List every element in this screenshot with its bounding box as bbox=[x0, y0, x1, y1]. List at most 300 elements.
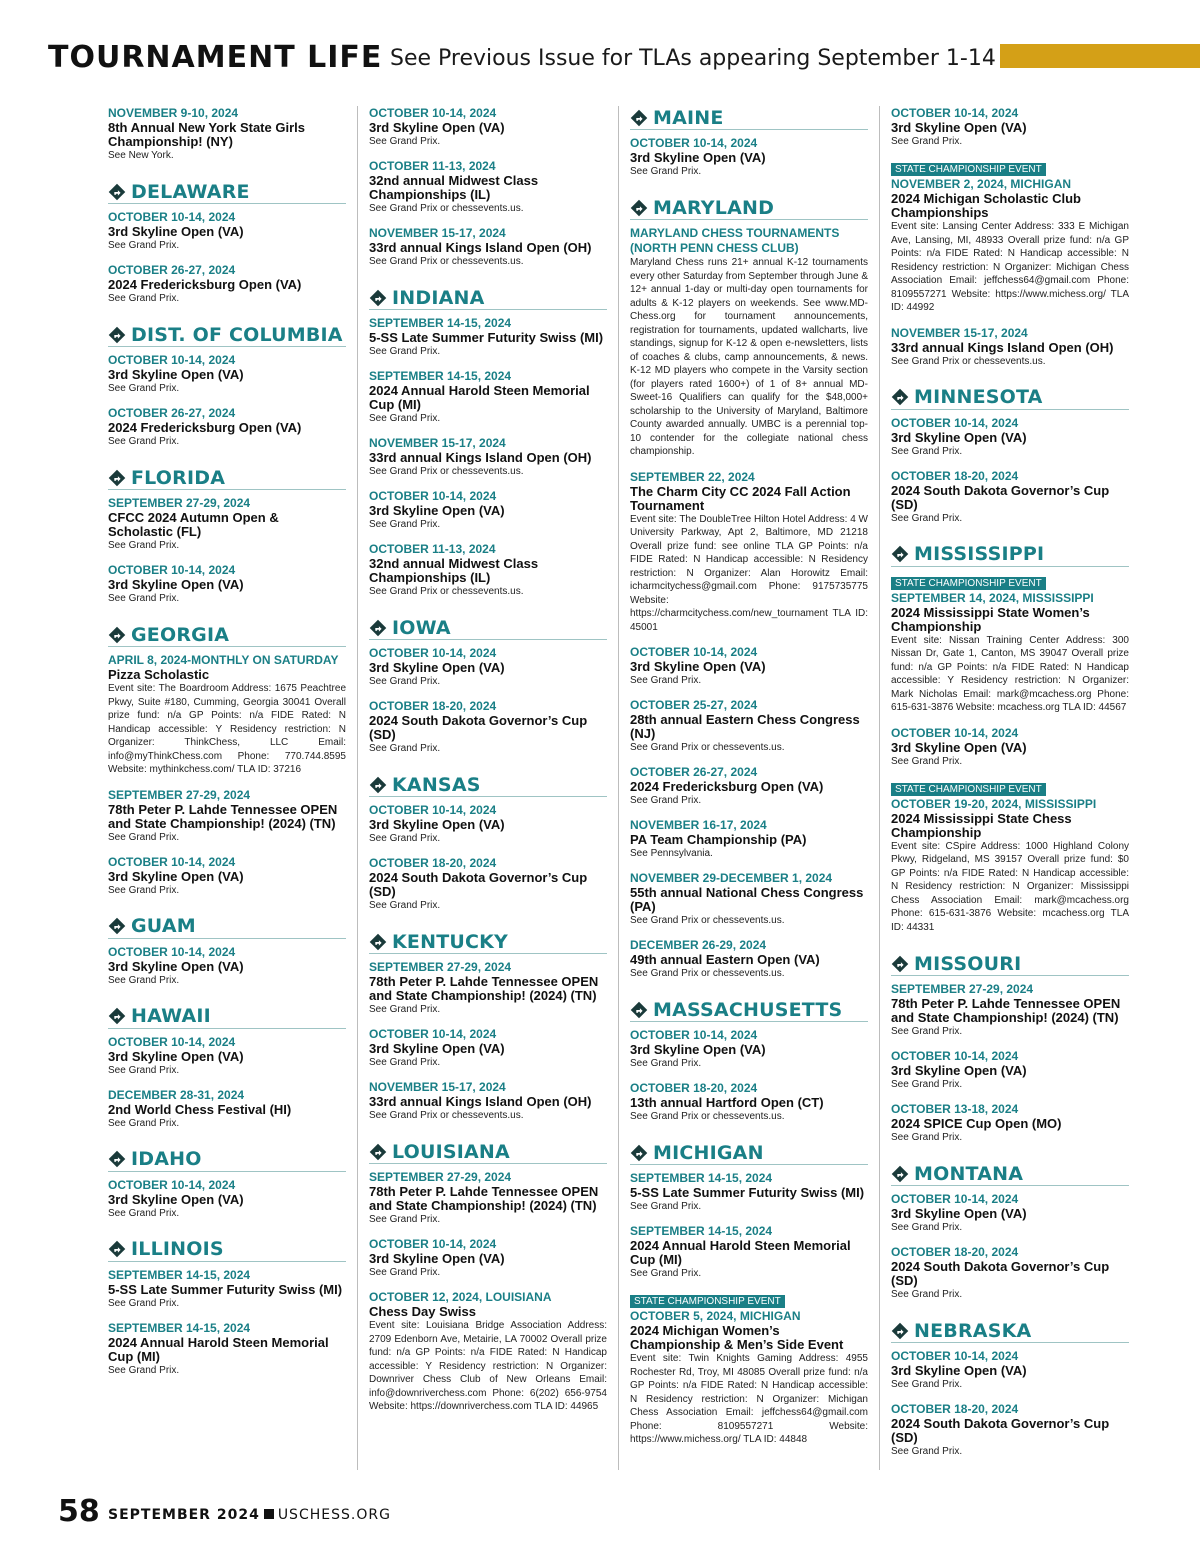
event-listing bbox=[891, 779, 1129, 935]
event-note: See Grand Prix. bbox=[369, 413, 441, 424]
event-date: OCTOBER 10-14, 2024 bbox=[369, 1237, 497, 1251]
event-note: See Grand Prix. bbox=[891, 1446, 963, 1457]
event-date: OCTOBER 26-27, 2024 bbox=[108, 263, 236, 277]
event-note: See Grand Prix or chessevents.us. bbox=[369, 203, 524, 214]
event-listing bbox=[891, 1102, 1129, 1144]
event-listing bbox=[630, 1291, 868, 1447]
event-title: 2nd World Chess Festival (HI) bbox=[108, 1101, 292, 1117]
event-title: 2024 South Dakota Governor’s Cup (SD) bbox=[891, 482, 1110, 512]
column-3 bbox=[630, 106, 868, 1458]
event-note: See Grand Prix. bbox=[369, 1004, 441, 1015]
event-title: 2024 Annual Harold Steen Memorial Cup (MI) bbox=[630, 1238, 851, 1267]
event-title: 55th annual National Chess Congress (PA) bbox=[630, 885, 864, 914]
event-note: See Grand Prix. bbox=[108, 974, 180, 986]
event-listing bbox=[369, 960, 607, 1016]
event-title: 3rd Skyline Open (VA) bbox=[630, 659, 766, 674]
event-note: See Grand Prix. bbox=[108, 1364, 180, 1376]
state-championship-badge: STATE CHAMPIONSHIP EVENT bbox=[630, 1295, 785, 1308]
event-title: 3rd Skyline Open (VA) bbox=[369, 1251, 505, 1266]
directions-diamond-icon bbox=[891, 388, 909, 406]
event-title: 5-SS Late Summer Futurity Swiss (MI) bbox=[108, 1281, 343, 1297]
event-date: OCTOBER 10-14, 2024 bbox=[369, 1027, 497, 1041]
event-note: See Grand Prix. bbox=[630, 166, 702, 177]
event-date: OCTOBER 11-13, 2024 bbox=[369, 159, 496, 173]
event-details: Event site: Lansing Center Address: 333 E Michigan Ave, Lansing, MI, 48933 Overall prize fund: n/a GP Points: n/a FIDE Rated: N Handicap accessible: N Residency restriction: N Organizer: Michigan Chess Association Email: jeffchess64@gmail.com Phone: 8109557271 Website: https://www.michess.org/ TLA ID: 44992 bbox=[891, 221, 1129, 313]
event-note: See Grand Prix. bbox=[891, 1079, 963, 1090]
event-title: 78th Peter P. Lahde Tennessee OPEN and State Championship! (2024) (TN) bbox=[369, 1184, 599, 1213]
directions-diamond-icon bbox=[369, 289, 387, 307]
event-note: See Grand Prix. bbox=[108, 293, 180, 304]
event-title: 2024 Michigan Scholastic Club Championships bbox=[891, 191, 1081, 220]
state-name: FLORIDA bbox=[131, 466, 226, 489]
event-details: Event site: Twin Knights Gaming Address: 4955 Rochester Rd, Troy, MI 48085 Overall prize fund: n/a GP Points: n/a FIDE Rated: N Handicap accessible: N Residency restriction: N Organizer: Michigan Chess Association Email: jeffchess64@gmail.com Phone: 8109557271 Website: https://www.michess.org/ TLA ID: 44848 bbox=[630, 1353, 868, 1445]
event-title: Pizza Scholastic bbox=[108, 667, 210, 682]
directions-diamond-icon bbox=[891, 1165, 909, 1183]
page-header bbox=[48, 38, 1200, 78]
event-title: 28th annual Eastern Chess Congress (NJ) bbox=[630, 712, 860, 741]
state-name: MASSACHUSETTS bbox=[653, 998, 843, 1021]
event-note: See Grand Prix or chessevents.us. bbox=[369, 256, 524, 267]
state-name: DIST. OF COLUMBIA bbox=[131, 323, 343, 346]
event-note: See Grand Prix. bbox=[891, 445, 963, 457]
event-date: OCTOBER 10-14, 2024 bbox=[369, 803, 497, 817]
event-listing bbox=[369, 1170, 607, 1226]
event-listing bbox=[369, 542, 607, 598]
event-date: OCTOBER 18-20, 2024 bbox=[630, 1081, 758, 1095]
event-title: 3rd Skyline Open (VA) bbox=[891, 1363, 1027, 1378]
state-heading bbox=[891, 543, 1129, 567]
event-title: 2024 South Dakota Governor’s Cup (SD) bbox=[369, 713, 588, 742]
event-date: OCTOBER 10-14, 2024 bbox=[891, 1049, 1019, 1063]
state-name: MICHIGAN bbox=[653, 1141, 764, 1164]
state-heading bbox=[108, 323, 346, 347]
column-divider bbox=[879, 106, 880, 1470]
event-title: 33rd annual Kings Island Open (OH) bbox=[891, 339, 1114, 355]
event-date: SEPTEMBER 14-15, 2024 bbox=[108, 1320, 251, 1335]
event-note: See Grand Prix or chessevents.us. bbox=[369, 466, 524, 477]
event-date: SEPTEMBER 22, 2024 bbox=[630, 469, 755, 484]
event-note: See Grand Prix. bbox=[369, 833, 441, 844]
event-title: 3rd Skyline Open (VA) bbox=[108, 868, 244, 884]
event-date: SEPTEMBER 27-29, 2024 bbox=[891, 982, 1034, 996]
column-divider bbox=[357, 106, 358, 1470]
event-date: NOVEMBER 29-DECEMBER 1, 2024 bbox=[630, 871, 833, 885]
event-title: 33rd annual Kings Island Open (OH) bbox=[369, 1094, 592, 1109]
event-title: 3rd Skyline Open (VA) bbox=[630, 150, 766, 165]
event-listing bbox=[630, 871, 868, 927]
event-title: CFCC 2024 Autumn Open & Scholastic (FL) bbox=[108, 510, 279, 539]
event-note: See Grand Prix. bbox=[630, 675, 702, 686]
column-2 bbox=[369, 106, 607, 1425]
event-note: See Grand Prix. bbox=[891, 512, 963, 524]
event-title: 78th Peter P. Lahde Tennessee OPEN and State Championship! (2024) (TN) bbox=[369, 974, 599, 1003]
section-brand: TOURNAMENT LIFE bbox=[48, 40, 383, 75]
event-title: 32nd annual Midwest Class Championships (IL) bbox=[369, 173, 539, 202]
state-name: MAINE bbox=[653, 106, 724, 129]
event-title: 3rd Skyline Open (VA) bbox=[369, 503, 505, 518]
event-note: See Grand Prix. bbox=[108, 383, 180, 394]
event-listing bbox=[369, 106, 607, 148]
event-date: MARYLAND CHESS TOURNAMENTS (NORTH PENN CHESS CLUB) bbox=[630, 226, 840, 255]
directions-diamond-icon bbox=[108, 326, 126, 344]
event-title: 2024 Mississippi State Women’s Championship bbox=[891, 604, 1090, 634]
event-date: OCTOBER 10-14, 2024 bbox=[891, 106, 1019, 120]
event-note: See Grand Prix. bbox=[630, 795, 702, 806]
event-note: See Grand Prix. bbox=[108, 436, 180, 447]
event-note: See Grand Prix. bbox=[891, 1379, 963, 1390]
event-listing bbox=[369, 369, 607, 425]
event-listing bbox=[630, 1081, 868, 1123]
event-date: SEPTEMBER 14, 2024, MISSISSIPPI bbox=[891, 590, 1094, 605]
state-heading bbox=[630, 1141, 868, 1165]
event-listing bbox=[369, 1237, 607, 1279]
event-title: 78th Peter P. Lahde Tennessee OPEN and State Championship! (2024) (TN) bbox=[891, 996, 1121, 1025]
event-title: 2024 Michigan Women’s Championship & Men’s Side Event bbox=[630, 1323, 844, 1352]
state-name: MARYLAND bbox=[653, 196, 775, 219]
column-divider bbox=[618, 106, 619, 1470]
directions-diamond-icon bbox=[369, 1143, 387, 1161]
event-listing bbox=[369, 699, 607, 755]
event-date: OCTOBER 10-14, 2024 bbox=[630, 645, 758, 659]
event-date: OCTOBER 10-14, 2024 bbox=[630, 1028, 758, 1042]
event-listing bbox=[369, 1080, 607, 1122]
event-note: See Grand Prix. bbox=[369, 1057, 441, 1068]
issue-line bbox=[108, 1507, 391, 1523]
event-listing bbox=[891, 726, 1129, 768]
event-date: OCTOBER 18-20, 2024 bbox=[891, 1245, 1019, 1259]
event-date: SEPTEMBER 27-29, 2024 bbox=[369, 1170, 512, 1184]
state-name: KANSAS bbox=[392, 773, 481, 796]
event-listing bbox=[891, 416, 1129, 458]
directions-diamond-icon bbox=[108, 1150, 126, 1168]
event-listing bbox=[630, 938, 868, 980]
event-date: OCTOBER 10-14, 2024 bbox=[108, 563, 236, 577]
page-footer bbox=[58, 1494, 658, 1530]
state-heading bbox=[108, 1148, 346, 1172]
state-championship-badge: STATE CHAMPIONSHIP EVENT bbox=[891, 783, 1046, 796]
event-date: OCTOBER 10-14, 2024 bbox=[108, 210, 236, 224]
event-note: See Grand Prix or chessevents.us. bbox=[369, 586, 524, 597]
event-listing bbox=[108, 353, 346, 395]
event-listing bbox=[630, 1028, 868, 1070]
event-listing bbox=[369, 803, 607, 845]
event-listing bbox=[891, 1349, 1129, 1391]
event-title: 2024 Fredericksburg Open (VA) bbox=[108, 277, 302, 292]
issue-date: SEPTEMBER 2024 bbox=[108, 1507, 260, 1523]
event-listing bbox=[369, 489, 607, 531]
event-date: NOVEMBER 15-17, 2024 bbox=[369, 436, 506, 450]
event-title: 3rd Skyline Open (VA) bbox=[369, 817, 505, 832]
event-details: Event site: Louisiana Bridge Association Address: 2709 Edenborn Ave, Metairie, LA 70002 Overall prize fund: n/a GP Points: n/a FIDE Rated: N Handicap accessible: Y Residency restriction: N Organizer: Downriver Chess Club of New Orleans Email: info@downriverchess.com Phone: 6(202) 656-9754 Website: https://downriverchess.com TLA ID: 44965 bbox=[369, 1320, 607, 1412]
event-date: OCTOBER 10-14, 2024 bbox=[891, 1349, 1019, 1363]
event-listing bbox=[891, 159, 1129, 315]
event-date: OCTOBER 10-14, 2024 bbox=[891, 1192, 1019, 1206]
event-date: OCTOBER 10-14, 2024 bbox=[369, 489, 497, 503]
event-date: SEPTEMBER 14-15, 2024 bbox=[630, 1171, 773, 1185]
event-note: See New York. bbox=[108, 150, 174, 161]
state-heading bbox=[891, 1162, 1129, 1186]
state-heading bbox=[369, 773, 607, 797]
event-title: 3rd Skyline Open (VA) bbox=[369, 660, 505, 675]
event-title: 3rd Skyline Open (VA) bbox=[108, 224, 244, 239]
event-title: 2024 SPICE Cup Open (MO) bbox=[891, 1116, 1062, 1131]
event-listing bbox=[108, 855, 346, 897]
event-date: OCTOBER 18-20, 2024 bbox=[891, 1402, 1019, 1416]
event-date: OCTOBER 19-20, 2024, MISSISSIPPI bbox=[891, 796, 1097, 811]
event-date: NOVEMBER 2, 2024, MICHIGAN bbox=[891, 177, 1072, 191]
event-title: 78th Peter P. Lahde Tennessee OPEN and State Championship! (2024) (TN) bbox=[108, 801, 338, 831]
event-title: 3rd Skyline Open (VA) bbox=[369, 120, 505, 135]
event-listing bbox=[891, 106, 1129, 148]
event-note: See Grand Prix. bbox=[369, 1214, 441, 1225]
state-heading bbox=[108, 466, 346, 490]
directions-diamond-icon bbox=[630, 109, 648, 127]
event-date: OCTOBER 10-14, 2024 bbox=[369, 646, 497, 660]
event-note: See Grand Prix. bbox=[108, 884, 180, 896]
event-date: NOVEMBER 16-17, 2024 bbox=[630, 818, 767, 832]
event-title: 13th annual Hartford Open (CT) bbox=[630, 1095, 824, 1110]
page-number: 58 bbox=[58, 1494, 100, 1529]
event-title: 2024 Fredericksburg Open (VA) bbox=[108, 420, 302, 435]
directions-diamond-icon bbox=[108, 1007, 126, 1025]
event-title: 2024 Fredericksburg Open (VA) bbox=[630, 779, 824, 794]
event-listing bbox=[369, 226, 607, 268]
event-date: NOVEMBER 15-17, 2024 bbox=[891, 325, 1028, 340]
event-date: SEPTEMBER 27-29, 2024 bbox=[108, 496, 251, 510]
event-note: See Grand Prix. bbox=[891, 136, 963, 147]
event-title: 2024 South Dakota Governor’s Cup (SD) bbox=[891, 1416, 1110, 1445]
event-date: DECEMBER 28-31, 2024 bbox=[108, 1087, 245, 1102]
event-listing bbox=[108, 1035, 346, 1077]
event-date: SEPTEMBER 14-15, 2024 bbox=[369, 369, 512, 383]
state-championship-badge: STATE CHAMPIONSHIP EVENT bbox=[891, 163, 1046, 176]
event-title: 3rd Skyline Open (VA) bbox=[891, 120, 1027, 135]
event-listing bbox=[369, 316, 607, 358]
section-subtitle: See Previous Issue for TLAs appearing September 1-14 bbox=[390, 46, 996, 71]
event-date: OCTOBER 10-14, 2024 bbox=[108, 944, 236, 959]
event-note: See Pennsylvania. bbox=[630, 848, 713, 859]
event-listing bbox=[369, 856, 607, 912]
event-listing bbox=[108, 1178, 346, 1220]
event-title: The Charm City CC 2024 Fall Action Tournament bbox=[630, 483, 851, 513]
event-listing bbox=[630, 226, 868, 459]
event-listing bbox=[369, 436, 607, 478]
event-title: PA Team Championship (PA) bbox=[630, 832, 807, 847]
event-note: See Grand Prix. bbox=[891, 1026, 963, 1037]
directions-diamond-icon bbox=[369, 619, 387, 637]
event-date: OCTOBER 26-27, 2024 bbox=[108, 406, 236, 420]
event-listing bbox=[108, 945, 346, 987]
event-date: OCTOBER 10-14, 2024 bbox=[108, 854, 236, 869]
event-note: See Grand Prix. bbox=[108, 1207, 180, 1219]
event-date: NOVEMBER 15-17, 2024 bbox=[369, 226, 506, 240]
event-details: Event site: CSpire Address: 1000 Highland Colony Pkwy, Ridgeland, MS 39157 Overall prize fund: $0 GP Points: n/a FIDE Rated: N Handicap accessible: N Residency restriction: N Organizer: Mississippi Chess Association Email: mark@mcachess.org Phone: 615-631-3876 Website: mcachess.org TLA ID: 44331 bbox=[891, 840, 1129, 933]
event-date: OCTOBER 10-14, 2024 bbox=[369, 106, 497, 120]
directions-diamond-icon bbox=[891, 1322, 909, 1340]
state-heading bbox=[369, 286, 607, 310]
event-note: See Grand Prix. bbox=[108, 593, 180, 604]
event-note: See Grand Prix. bbox=[108, 1117, 180, 1129]
event-note: See Grand Prix. bbox=[108, 540, 180, 551]
event-note: See Grand Prix. bbox=[891, 755, 963, 767]
state-heading bbox=[369, 616, 607, 640]
site-name: USCHESS.ORG bbox=[277, 1507, 391, 1523]
event-date: OCTOBER 10-14, 2024 bbox=[891, 725, 1019, 740]
accent-bar bbox=[1000, 44, 1200, 68]
state-heading bbox=[108, 915, 346, 939]
event-date: OCTOBER 18-20, 2024 bbox=[369, 856, 497, 870]
event-details: Event site: The DoubleTree Hilton Hotel Address: 4 W University Parkway, Apt 2, Baltimore, MD 21218 Overall prize fund: see online TLA GP Points: n/a FIDE Rated: N Handicap accessible: N Residency restriction: N Organizer: Alan Horowitz Email: icharmcitychess@gmail.com Phone: 9175735775 Website: https://charmcitychess.com/new_tournament TLA ID: 45001 bbox=[630, 513, 868, 633]
state-heading bbox=[108, 1005, 346, 1029]
event-title: 5-SS Late Summer Futurity Swiss (MI) bbox=[369, 330, 604, 345]
square-separator-icon bbox=[264, 1509, 274, 1519]
state-name: HAWAII bbox=[131, 1005, 211, 1027]
event-date: NOVEMBER 15-17, 2024 bbox=[369, 1080, 506, 1094]
event-title: 8th Annual New York State Girls Championship! (NY) bbox=[108, 120, 305, 149]
event-date: APRIL 8, 2024-MONTHLY ON SATURDAY bbox=[108, 653, 339, 667]
event-details: Event site: Nissan Training Center Address: 300 Nissan Dr, Gate 1, Canton, MS 39047 Overall prize fund: n/a GP Points: n/a FIDE Rated: N Handicap accessible: Y Residency restriction: N Organizer: Mark Nicholas Email: mark@mcachess.org Phone: 615-631-3876 Website: mcachess.org TLA ID: 44567 bbox=[891, 634, 1129, 713]
event-listing bbox=[630, 470, 868, 635]
state-name: IOWA bbox=[392, 616, 451, 639]
state-name: INDIANA bbox=[392, 286, 485, 309]
event-listing bbox=[891, 982, 1129, 1038]
event-date: OCTOBER 26-27, 2024 bbox=[630, 765, 758, 779]
event-listing bbox=[891, 1245, 1129, 1301]
event-listing bbox=[108, 1268, 346, 1310]
directions-diamond-icon bbox=[108, 1240, 126, 1258]
directions-diamond-icon bbox=[108, 917, 126, 935]
event-title: 3rd Skyline Open (VA) bbox=[891, 429, 1027, 445]
event-listing bbox=[369, 159, 607, 215]
state-heading bbox=[891, 386, 1129, 410]
event-note: See Grand Prix. bbox=[891, 1222, 963, 1233]
event-listing bbox=[108, 563, 346, 605]
directions-diamond-icon bbox=[108, 183, 126, 201]
event-date: OCTOBER 13-18, 2024 bbox=[891, 1102, 1019, 1116]
event-note: See Grand Prix or chessevents.us. bbox=[630, 742, 785, 753]
state-heading bbox=[630, 998, 868, 1022]
event-note: See Grand Prix. bbox=[108, 1064, 180, 1076]
state-name: MINNESOTA bbox=[914, 386, 1043, 408]
event-note: See Grand Prix. bbox=[369, 900, 441, 911]
event-listing bbox=[630, 1171, 868, 1213]
event-date: DECEMBER 26-29, 2024 bbox=[630, 938, 767, 952]
event-listing bbox=[108, 788, 346, 844]
event-title: 3rd Skyline Open (VA) bbox=[891, 739, 1027, 755]
event-listing bbox=[630, 765, 868, 807]
event-title: 2024 Annual Harold Steen Memorial Cup (MI) bbox=[369, 383, 590, 412]
state-heading bbox=[369, 1140, 607, 1164]
event-listing bbox=[108, 496, 346, 552]
event-title: 3rd Skyline Open (VA) bbox=[108, 1048, 244, 1064]
event-title: 33rd annual Kings Island Open (OH) bbox=[369, 450, 592, 465]
event-date: OCTOBER 5, 2024, MICHIGAN bbox=[630, 1309, 801, 1323]
event-listing bbox=[108, 263, 346, 305]
event-listing bbox=[891, 1049, 1129, 1091]
event-date: SEPTEMBER 14-15, 2024 bbox=[369, 316, 512, 330]
event-listing bbox=[891, 1192, 1129, 1234]
state-heading bbox=[891, 952, 1129, 976]
event-date: SEPTEMBER 14-15, 2024 bbox=[108, 1267, 251, 1282]
event-date: OCTOBER 10-14, 2024 bbox=[630, 136, 758, 150]
event-listing bbox=[108, 653, 346, 777]
state-name: MISSISSIPPI bbox=[914, 543, 1045, 565]
event-title: 49th annual Eastern Open (VA) bbox=[630, 952, 820, 967]
event-title: 2024 Mississippi State Chess Championship bbox=[891, 810, 1072, 840]
state-name: GEORGIA bbox=[131, 623, 230, 646]
directions-diamond-icon bbox=[891, 545, 909, 563]
directions-diamond-icon bbox=[369, 933, 387, 951]
event-note: See Grand Prix or chessevents.us. bbox=[630, 1111, 785, 1122]
event-listing bbox=[108, 106, 346, 162]
event-note: See Grand Prix. bbox=[891, 1132, 963, 1143]
event-listing bbox=[369, 1290, 607, 1414]
event-note: See Grand Prix. bbox=[369, 743, 441, 754]
column-1 bbox=[108, 106, 346, 1388]
state-name: MISSOURI bbox=[914, 952, 1022, 975]
event-title: 2024 South Dakota Governor’s Cup (SD) bbox=[369, 870, 588, 899]
state-name: DELAWARE bbox=[131, 180, 250, 203]
event-note: See Grand Prix or chessevents.us. bbox=[369, 1110, 524, 1121]
event-title: 3rd Skyline Open (VA) bbox=[369, 1041, 505, 1056]
event-listing bbox=[108, 210, 346, 252]
state-heading bbox=[369, 930, 607, 954]
event-note: See Grand Prix. bbox=[369, 136, 441, 147]
event-date: NOVEMBER 9-10, 2024 bbox=[108, 106, 239, 120]
event-listing bbox=[891, 326, 1129, 368]
event-title: 2024 South Dakota Governor’s Cup (SD) bbox=[891, 1259, 1110, 1288]
event-title: 3rd Skyline Open (VA) bbox=[108, 367, 244, 382]
event-listing bbox=[108, 406, 346, 448]
event-note: See Grand Prix or chessevents.us. bbox=[630, 915, 785, 926]
state-name: NEBRASKA bbox=[914, 1319, 1032, 1342]
event-title: 3rd Skyline Open (VA) bbox=[108, 1191, 244, 1207]
directions-diamond-icon bbox=[630, 199, 648, 217]
event-title: 5-SS Late Summer Futurity Swiss (MI) bbox=[630, 1185, 865, 1200]
state-name: MONTANA bbox=[914, 1162, 1024, 1185]
state-name: KENTUCKY bbox=[392, 930, 509, 953]
event-note: See Grand Prix. bbox=[108, 1297, 180, 1309]
event-date: OCTOBER 10-14, 2024 bbox=[108, 1177, 236, 1192]
event-listing bbox=[369, 646, 607, 688]
directions-diamond-icon bbox=[369, 776, 387, 794]
event-title: 3rd Skyline Open (VA) bbox=[891, 1063, 1027, 1078]
event-title: 32nd annual Midwest Class Championships (IL) bbox=[369, 556, 539, 585]
event-title: 3rd Skyline Open (VA) bbox=[891, 1206, 1027, 1221]
state-heading bbox=[891, 1319, 1129, 1343]
event-date: OCTOBER 25-27, 2024 bbox=[630, 698, 758, 712]
event-date: OCTOBER 10-14, 2024 bbox=[891, 415, 1019, 430]
event-listing bbox=[630, 645, 868, 687]
event-note: See Grand Prix or chessevents.us. bbox=[891, 355, 1046, 367]
event-details: Maryland Chess runs 21+ annual K-12 tournaments every other Saturday from September through June & 12+ annual 1-day or multi-day open tournaments for adults & K-12 players on weekends. See www.MD-Chess.org for tournament announcements, registration for tournaments, updated wallcharts, live standings, signup for K-12 & open e-newsletters, lists of coaches & clubs, camp announcements, & news. K-12 MD players who compete in the Varsity section (for players rated 1600+) of 1 of 8+ annual MD-Sweet-16 Qualifiers can qualify for the $48,000+ scholarship to the University of Maryland, Baltimore County awarded annually. UMBC is a perennial top-10 contender for the collegiate national chess championship. bbox=[630, 257, 868, 457]
state-heading bbox=[108, 1238, 346, 1262]
event-date: OCTOBER 12, 2024, LOUISIANA bbox=[369, 1290, 552, 1304]
event-note: See Grand Prix. bbox=[369, 676, 441, 687]
event-note: See Grand Prix. bbox=[891, 1289, 963, 1300]
event-listing bbox=[891, 1402, 1129, 1458]
event-date: OCTOBER 18-20, 2024 bbox=[891, 468, 1019, 483]
state-heading bbox=[108, 623, 346, 647]
event-date: SEPTEMBER 14-15, 2024 bbox=[630, 1224, 773, 1238]
event-listing bbox=[630, 698, 868, 754]
event-note: See Grand Prix. bbox=[369, 519, 441, 530]
directions-diamond-icon bbox=[630, 1144, 648, 1162]
event-note: See Grand Prix or chessevents.us. bbox=[630, 968, 785, 979]
event-note: See Grand Prix. bbox=[630, 1268, 702, 1279]
event-listing bbox=[369, 1027, 607, 1069]
event-date: OCTOBER 11-13, 2024 bbox=[369, 542, 496, 556]
